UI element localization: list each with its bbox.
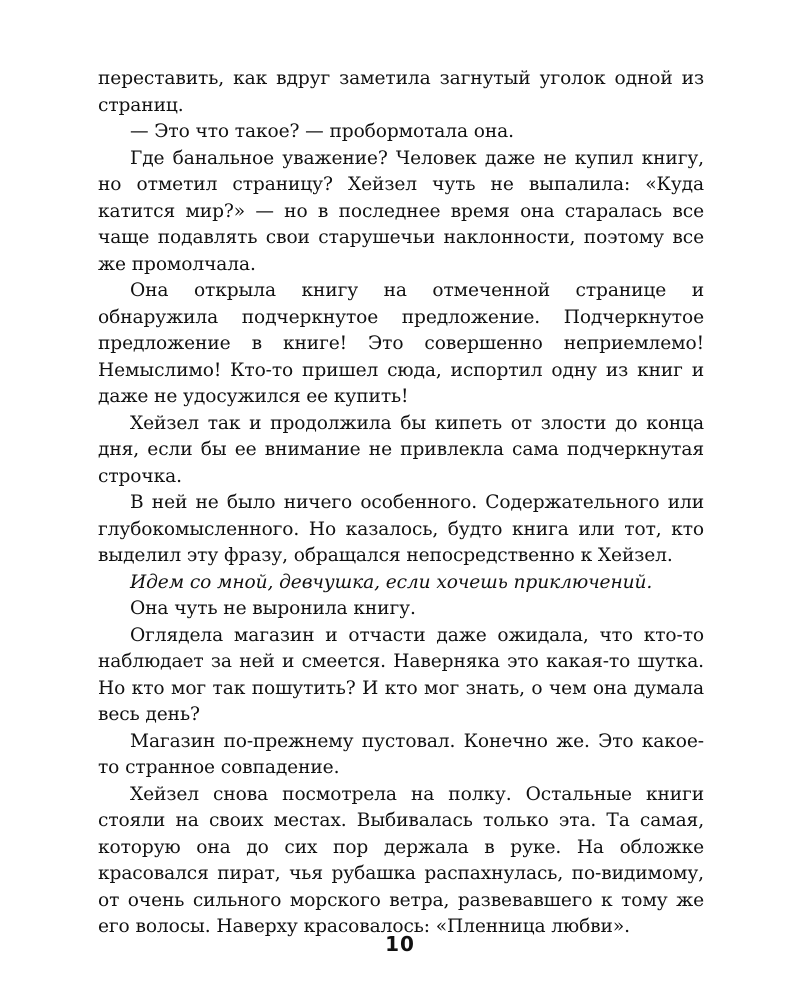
page-number: 10: [385, 932, 415, 956]
paragraph: Магазин по-прежнему пустовал. Конечно же. Это какое-то странное совпадение.: [98, 730, 704, 778]
paragraph: Хейзел так и продолжила бы кипеть от злости до конца дня, если бы ее внимание не привлекла сама подчеркнутая строчка.: [98, 412, 704, 487]
page-body: [98, 66, 704, 941]
paragraph: Оглядела магазин и отчасти даже ожидала, что кто-то наблюдает за ней и смеется. Наверняка это какая-то шутка. Но кто мог так пошутить? И кто мог знать, о чем она думала весь день?: [98, 624, 704, 725]
paragraph-continuation: переставить, как вдруг заметила загнутый уголок одной из страниц.: [98, 68, 704, 116]
paragraph: Она чуть не выронила книгу.: [130, 598, 416, 619]
paragraph-quote-italic: Идем со мной, девчушка, если хочешь приключений.: [130, 571, 653, 593]
paragraph: В ней не было ничего особенного. Содержательного или глубокомысленного. Но казалось, будто книга или тот, кто выделил эту фразу, обращался непосредственно к Хейзел.: [98, 492, 704, 566]
paragraph: Где банальное уважение? Человек даже не купил книгу, но отметил страницу? Хейзел чуть не выпалила: «Куда катится мир?» — но в последнее время она старалась все чаще подавлять свои старушечьи наклонности, поэтому все же промолчала.: [98, 147, 704, 275]
paragraph: Хейзел снова посмотрела на полку. Остальные книги стояли на своих местах. Выбивалась только эта. Та самая, которую она до сих пор держала в руке. На обложке красовался пират, чья рубашка распахнулась, по-видимому, от очень сильного морского ветра, развевавшего к тому же его волосы. Наверху красовалось: «Пленница любви».: [98, 783, 704, 937]
paragraph: Она открыла книгу на отмеченной странице и обнаружила подчеркнутое предложение. Подчеркнутое предложение в книге! Это совершенно неприемлемо! Немыслимо! Кто-то пришел сюда, испортил одну из книг и даже не удосужился ее купить!: [98, 280, 704, 407]
paragraph-dialogue: — Это что такое? — пробормотала она.: [130, 121, 514, 142]
